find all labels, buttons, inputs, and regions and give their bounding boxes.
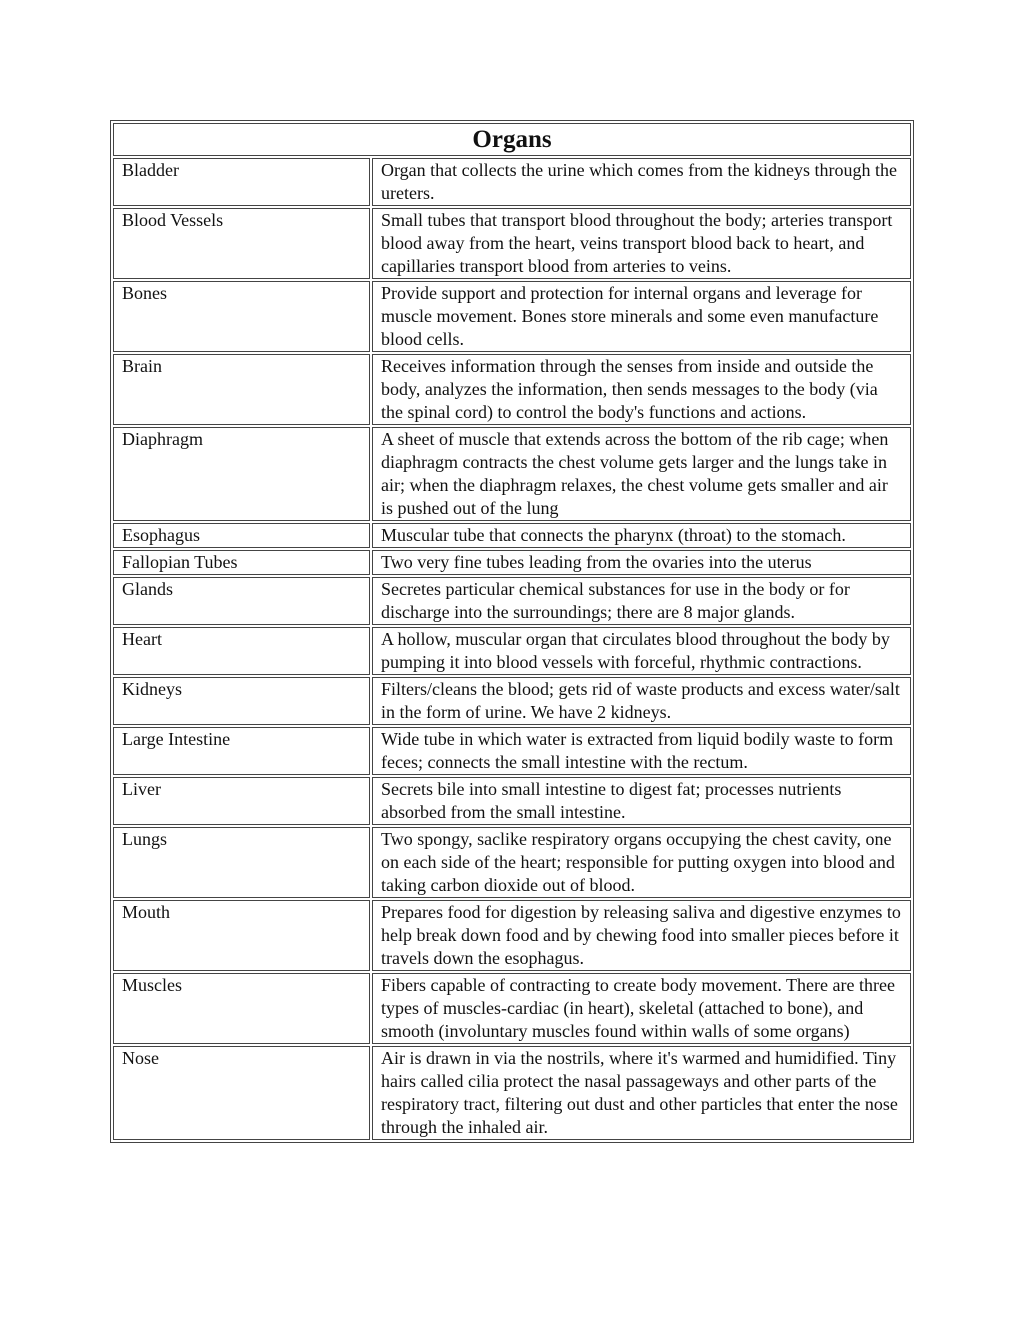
table-row [113, 354, 911, 425]
table-title: Organs [113, 123, 911, 156]
organ-name: Large Intestine [113, 727, 370, 775]
organ-name: Brain [113, 354, 370, 425]
organ-description: Two very fine tubes leading from the ovaries into the uterus [372, 550, 911, 575]
organ-name: Nose [113, 1046, 370, 1140]
table-row [113, 677, 911, 725]
organ-description: Secrets bile into small intestine to digest fat; processes nutrients absorbed from the small intestine. [372, 777, 911, 825]
organ-name: Heart [113, 627, 370, 675]
organ-description: Organ that collects the urine which comes from the kidneys through the ureters. [372, 158, 911, 206]
table-title-row [113, 123, 911, 156]
table-row [113, 827, 911, 898]
organ-description: Air is drawn in via the nostrils, where it's warmed and humidified. Tiny hairs called cilia protect the nasal passageways and other parts of the respiratory tract, filtering out dust and other particles that enter the nose through the inhaled air. [372, 1046, 911, 1140]
organ-name: Muscles [113, 973, 370, 1044]
table-row [113, 208, 911, 279]
organ-name: Lungs [113, 827, 370, 898]
table-row [113, 427, 911, 521]
table-row [113, 550, 911, 575]
organ-name: Blood Vessels [113, 208, 370, 279]
organ-description: Muscular tube that connects the pharynx (throat) to the stomach. [372, 523, 911, 548]
organ-name: Diaphragm [113, 427, 370, 521]
organs-table [110, 120, 914, 1143]
organ-name: Fallopian Tubes [113, 550, 370, 575]
table-row [113, 1046, 911, 1140]
table-row [113, 627, 911, 675]
organ-description: Secretes particular chemical substances for use in the body or for discharge into the surroundings; there are 8 major glands. [372, 577, 911, 625]
organ-description: Filters/cleans the blood; gets rid of waste products and excess water/salt in the form of urine. We have 2 kidneys. [372, 677, 911, 725]
organ-name: Bones [113, 281, 370, 352]
table-row [113, 900, 911, 971]
organ-description: Two spongy, saclike respiratory organs occupying the chest cavity, one on each side of the heart; responsible for putting oxygen into blood and taking carbon dioxide out of blood. [372, 827, 911, 898]
table-row [113, 281, 911, 352]
organ-description: Fibers capable of contracting to create body movement. There are three types of muscles-cardiac (in heart), skeletal (attached to bone), and smooth (involuntary muscles found within walls of some organs) [372, 973, 911, 1044]
organ-description: Small tubes that transport blood throughout the body; arteries transport blood away from the heart, veins transport blood back to heart, and capillaries transport blood from arteries to veins. [372, 208, 911, 279]
table-row [113, 973, 911, 1044]
organ-name: Liver [113, 777, 370, 825]
organ-description: A hollow, muscular organ that circulates blood throughout the body by pumping it into blood vessels with forceful, rhythmic contractions. [372, 627, 911, 675]
organ-description: Wide tube in which water is extracted from liquid bodily waste to form feces; connects the small intestine with the rectum. [372, 727, 911, 775]
organ-name: Mouth [113, 900, 370, 971]
table-body [113, 158, 911, 1140]
organ-name: Esophagus [113, 523, 370, 548]
organ-name: Kidneys [113, 677, 370, 725]
table-row [113, 777, 911, 825]
organ-description: Provide support and protection for internal organs and leverage for muscle movement. Bones store minerals and some even manufacture blood cells. [372, 281, 911, 352]
organ-name: Bladder [113, 158, 370, 206]
table-row [113, 158, 911, 206]
table-row [113, 577, 911, 625]
organ-name: Glands [113, 577, 370, 625]
table-row [113, 523, 911, 548]
organ-description: A sheet of muscle that extends across the bottom of the rib cage; when diaphragm contracts the chest volume gets larger and the lungs take in air; when the diaphragm relaxes, the chest volume gets smaller and air is pushed out of the lung [372, 427, 911, 521]
organ-description: Prepares food for digestion by releasing saliva and digestive enzymes to help break down food and by chewing food into smaller pieces before it travels down the esophagus. [372, 900, 911, 971]
organ-description: Receives information through the senses from inside and outside the body, analyzes the information, then sends messages to the body (via the spinal cord) to control the body's functions and actions. [372, 354, 911, 425]
table-row [113, 727, 911, 775]
